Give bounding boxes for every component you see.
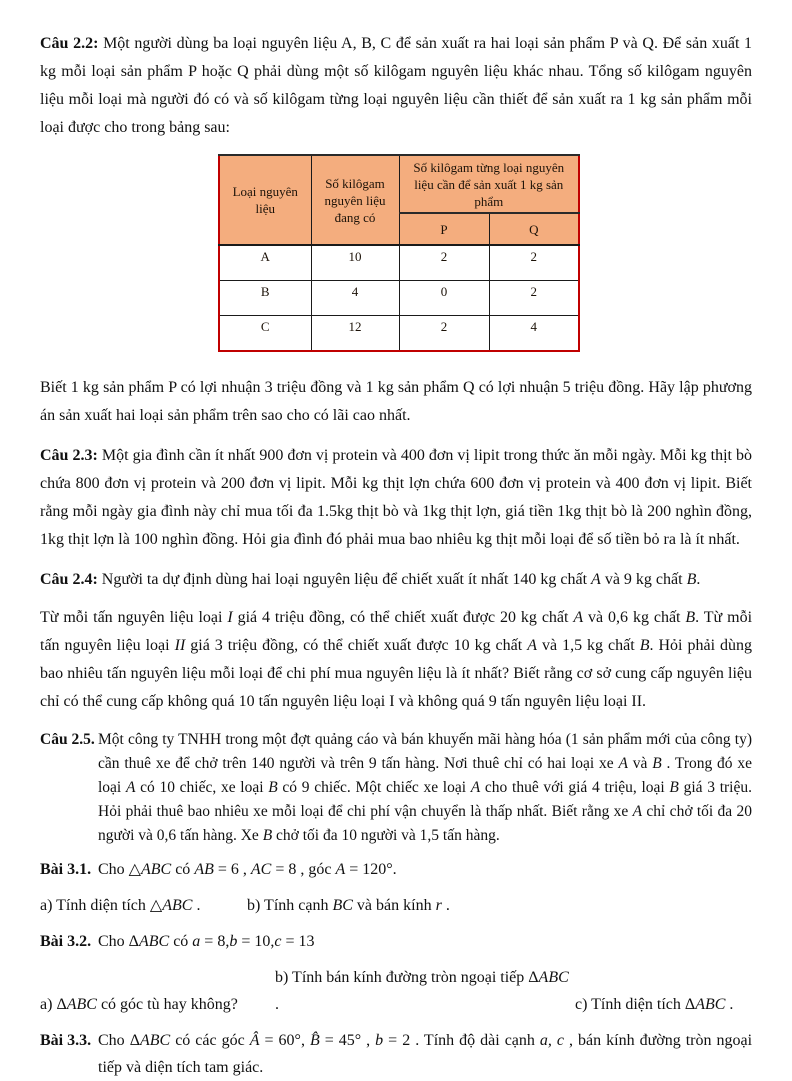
materials-table <box>218 154 580 352</box>
problem-2-5-text: Một công ty TNHH trong một đợt quảng cáo và bán khuyến mãi hàng hóa (1 sản phẩm mới của công ty) cần thuê xe để chở trên 140 người và trên 9 tấn hàng. Nơi thuê chỉ có hai loại xe A và B . Trong đó xe loại A có 10 chiếc, xe loại B có 9 chiếc. Một chiếc xe loại A cho thuê với giá 4 triệu, loại B giá 3 triệu. Hỏi phải thuê bao nhiêu xe mỗi loại để chi phí vận chuyển là thấp nhất. Biết rằng xe A chỉ chở tối đa 20 người và 0,6 tấn hàng. Xe B chở tối đa 10 người và 1,5 tấn hàng. <box>98 731 752 844</box>
cell-p: 2 <box>399 316 489 352</box>
cell-q: 4 <box>489 316 579 352</box>
problem-2-2 <box>40 30 752 142</box>
cell-q: 2 <box>489 245 579 281</box>
cell-p: 2 <box>399 245 489 281</box>
cell-material: B <box>219 281 311 316</box>
exercise-3-1-part-b: b) Tính cạnh BC và bán kính r . <box>247 897 450 914</box>
cell-available: 4 <box>311 281 399 316</box>
problem-2-2-text: Một người dùng ba loại nguyên liệu A, B, C để sản xuất ra hai loại sản phẩm P và Q. Để sản xuất 1 kg mỗi loại sản phẩm P hoặc Q phải dùng một số kilôgam nguyên liệu khác nhau. Tổng số kilôgam nguyên liệu mỗi loại mà người đó có và số kilôgam từng loại nguyên liệu cần thiết để sản xuất ra 1 kg sản phẩm mỗi loại được cho trong bảng sau: <box>40 35 753 136</box>
cell-available: 12 <box>311 316 399 352</box>
problem-2-2-conclusion: Biết 1 kg sản phẩm P có lợi nhuận 3 triệu đồng và 1 kg sản phẩm Q có lợi nhuận 5 triệu đồng. Hãy lập phương án sản xuất hai loại sản phẩm trên sao cho có lãi cao nhất. <box>40 379 752 424</box>
exercise-3-2-text: Cho ΔABC có a = 8,b = 10,c = 13 <box>98 933 315 950</box>
col-header-needed: Số kilôgam từng loại nguyên liệu cần để sản xuất 1 kg sản phẩm <box>399 155 579 213</box>
problem-2-4-label: Câu 2.4: <box>40 571 98 588</box>
exercise-3-1-label: Bài 3.1. <box>40 861 92 878</box>
problem-2-3-text: Một gia đình cần ít nhất 900 đơn vị protein và 400 đơn vị lipit trong thức ăn mỗi ngày. Mỗi kg thịt bò chứa 800 đơn vị protein và 200 đơn vị lipit. Mỗi kg thịt lợn chứa 600 đơn vị protein và 400 đơn vị lipit. Biết rằng mỗi ngày gia đình này chỉ mua tối đa 1.5kg thịt bò và 1kg thịt lợn, giá tiền 1kg thịt bò là 200 nghìn đồng, 1kg thịt lợn là 100 nghìn đồng. Hỏi gia đình đó phải mua bao nhiêu kg thịt mỗi loại để số tiền bỏ ra là ít nhất. <box>40 447 753 548</box>
exercise-3-2-label: Bài 3.2. <box>40 933 92 950</box>
col-header-material: Loại nguyên liệu <box>219 155 311 245</box>
exercise-3-1-text: Cho △ABC có AB = 6 , AC = 8 , góc A = 120°. <box>98 861 397 878</box>
exercise-3-2-head <box>40 928 752 955</box>
problem-2-5 <box>40 728 752 848</box>
exercise-3-1-head <box>40 856 752 883</box>
problem-2-3-label: Câu 2.3: <box>40 447 98 464</box>
exercise-3-3-text: Cho ΔABC có các góc Â = 60°, B̂ = 45° , b = 2 . Tính độ dài cạnh a, c , bán kính đường tròn ngoại tiếp và diện tích tam giác. <box>98 1032 753 1076</box>
col-header-p: P <box>399 213 489 245</box>
problem-2-4-body: Từ mỗi tấn nguyên liệu loại I giá 4 triệu đồng, có thể chiết xuất được 20 kg chất A và 0,6 kg chất B. Từ mỗi tấn nguyên liệu loại II giá 3 triệu đồng, có thể chiết xuất được 10 kg chất A và 1,5 kg chất B. Hỏi phải dùng bao nhiêu tấn nguyên liệu mỗi loại để chi phí mua nguyên liệu là ít nhất? Biết rằng cơ sở cung cấp nguyên liệu chỉ có thể cung cấp không quá 10 tấn nguyên liệu loại I và không quá 9 tấn nguyên liệu loại II. <box>40 609 753 710</box>
cell-material: C <box>219 316 311 352</box>
cell-p: 0 <box>399 281 489 316</box>
cell-material: A <box>219 245 311 281</box>
exercise-3-2-part-a: a) ΔABC có góc tù hay không? <box>40 996 238 1013</box>
problem-2-4-intro-text: Người ta dự định dùng hai loại nguyên liệu để chiết xuất ít nhất 140 kg chất A và 9 kg chất B. <box>101 571 701 588</box>
problem-2-4-intro <box>40 566 752 594</box>
exercise-3-2-part-c: c) Tính diện tích ΔABC . <box>575 996 734 1013</box>
table-row <box>219 245 579 281</box>
exercise-3-2-parts <box>40 964 752 1018</box>
exercise-3-1-part-a: a) Tính diện tích △ABC . <box>40 897 201 914</box>
materials-table-wrap <box>218 154 752 352</box>
table-row <box>219 281 579 316</box>
problem-2-3 <box>40 442 752 554</box>
exercise-3-3-label: Bài 3.3. <box>40 1032 92 1049</box>
col-header-q: Q <box>489 213 579 245</box>
problem-2-5-label: Câu 2.5. <box>40 731 95 748</box>
col-header-available: Số kilôgam nguyên liệu đang có <box>311 155 399 245</box>
exercise-3-3 <box>40 1027 752 1081</box>
exercise-3-1-parts <box>40 892 752 919</box>
cell-available: 10 <box>311 245 399 281</box>
cell-q: 2 <box>489 281 579 316</box>
problem-2-2-label: Câu 2.2: <box>40 35 99 52</box>
exercise-3-2-part-b: b) Tính bán kính đường tròn ngoại tiếp ΔABC . <box>275 969 569 1013</box>
table-row <box>219 316 579 352</box>
